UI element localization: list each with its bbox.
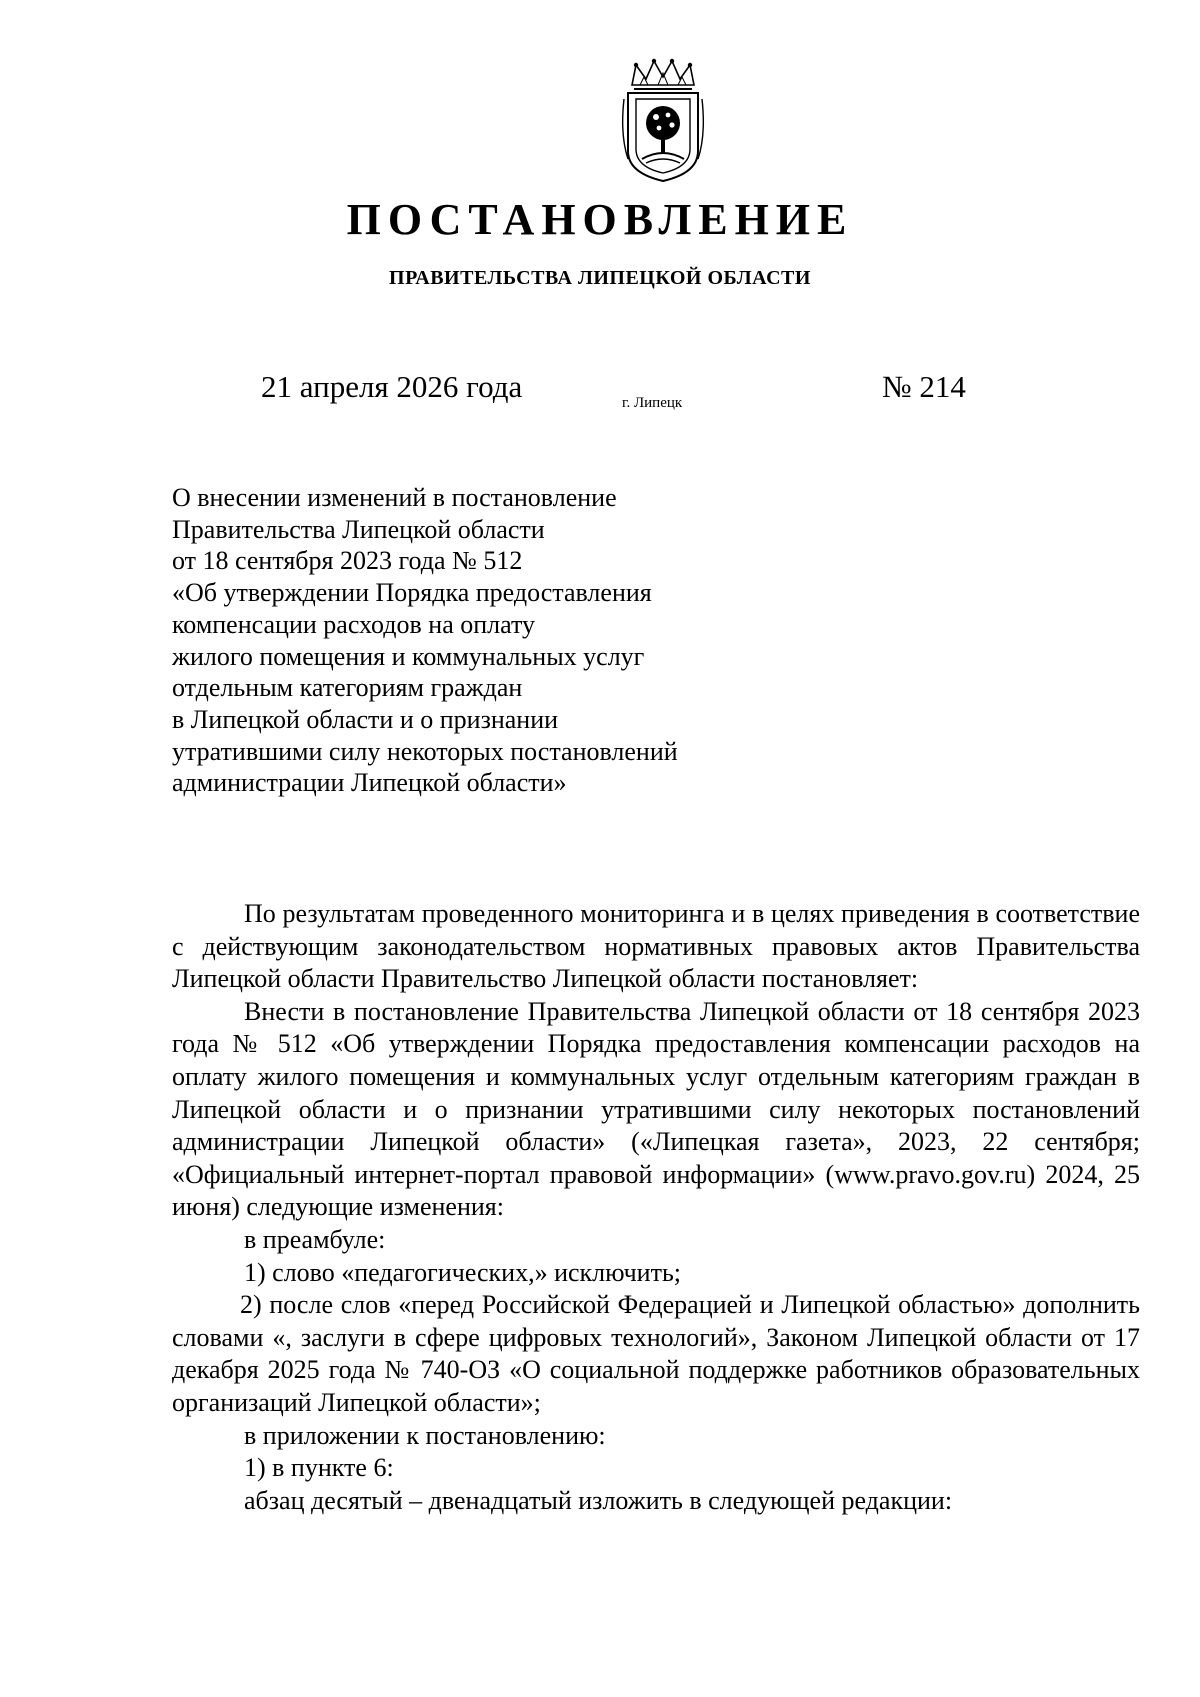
document-title: ПОСТАНОВЛЕНИЕ — [346, 195, 854, 244]
document-body — [172, 898, 1140, 1517]
body-paragraph: в приложении к постановлению: — [244, 1420, 606, 1450]
body-paragraph: 2) после слов «перед Российской Федерацией и Липецкой областью» дополнить словами «, заслуги в сфере цифровых технологий», Законом Липецкой области от 17 декабря 2025 года № 740-ОЗ «О социальной поддержке работников образовательных организаций Липецкой области»; — [172, 1290, 1140, 1417]
subject-line: жилого помещения и коммунальных услуг — [172, 641, 645, 671]
document-issuer: ПРАВИТЕЛЬСТВА ЛИПЕЦКОЙ ОБЛАСТИ — [389, 267, 811, 289]
subject-line: О внесении изменений в постановление — [172, 483, 617, 512]
subject-line: от 18 сентября 2023 года № 512 — [172, 546, 523, 576]
body-paragraph-amendment: Внести в постановление Правительства Липецкой области от 18 сентября 2023 года № 512 «Об утверждении Порядка предоставления компенсации расходов на оплату жилого помещения и коммунальных услуг отдельным категориям граждан в Липецкой области и о признании утратившими силу некоторых постановлений администрации Липецкой области» («Липецкая газета», 2023, 22 сентября; «Официальный интернет-портал правовой информации» (www.pravo.gov.ru) 2024, 25 июня) следующие изменения: — [172, 996, 1140, 1222]
subject-line: утратившими силу некоторых постановлений — [172, 736, 678, 766]
body-paragraph: 1) слово «педагогических,» исключить; — [244, 1257, 682, 1287]
body-paragraph-preamble: По результатам проведенного мониторинга и в целях приведения в соответствие с действующим законодательством нормативных правовых актов Правительства Липецкой области Правительство Липецкой области постановляет: — [172, 899, 1140, 994]
subject-line: Правительства Липецкой области — [172, 514, 545, 544]
document-number: № 214 — [882, 369, 966, 404]
document-subject — [172, 482, 772, 799]
body-paragraph: в преамбуле: — [244, 1224, 386, 1254]
subject-line: в Липецкой области и о признании — [172, 704, 559, 734]
body-paragraph: 1) в пункте 6: — [244, 1453, 394, 1483]
body-paragraph: абзац десятый – двенадцатый изложить в следующей редакции: — [244, 1485, 953, 1515]
subject-line: администрации Липецкой области» — [172, 768, 567, 798]
document-city: г. Липецк — [622, 395, 683, 411]
coat-of-arms-icon — [618, 55, 708, 185]
subject-line: «Об утверждении Порядка предоставления — [172, 578, 652, 608]
subject-line: отдельным категориям граждан — [172, 673, 523, 703]
subject-line: компенсации расходов на оплату — [172, 609, 536, 639]
document-date: 21 апреля 2026 года — [261, 369, 523, 404]
